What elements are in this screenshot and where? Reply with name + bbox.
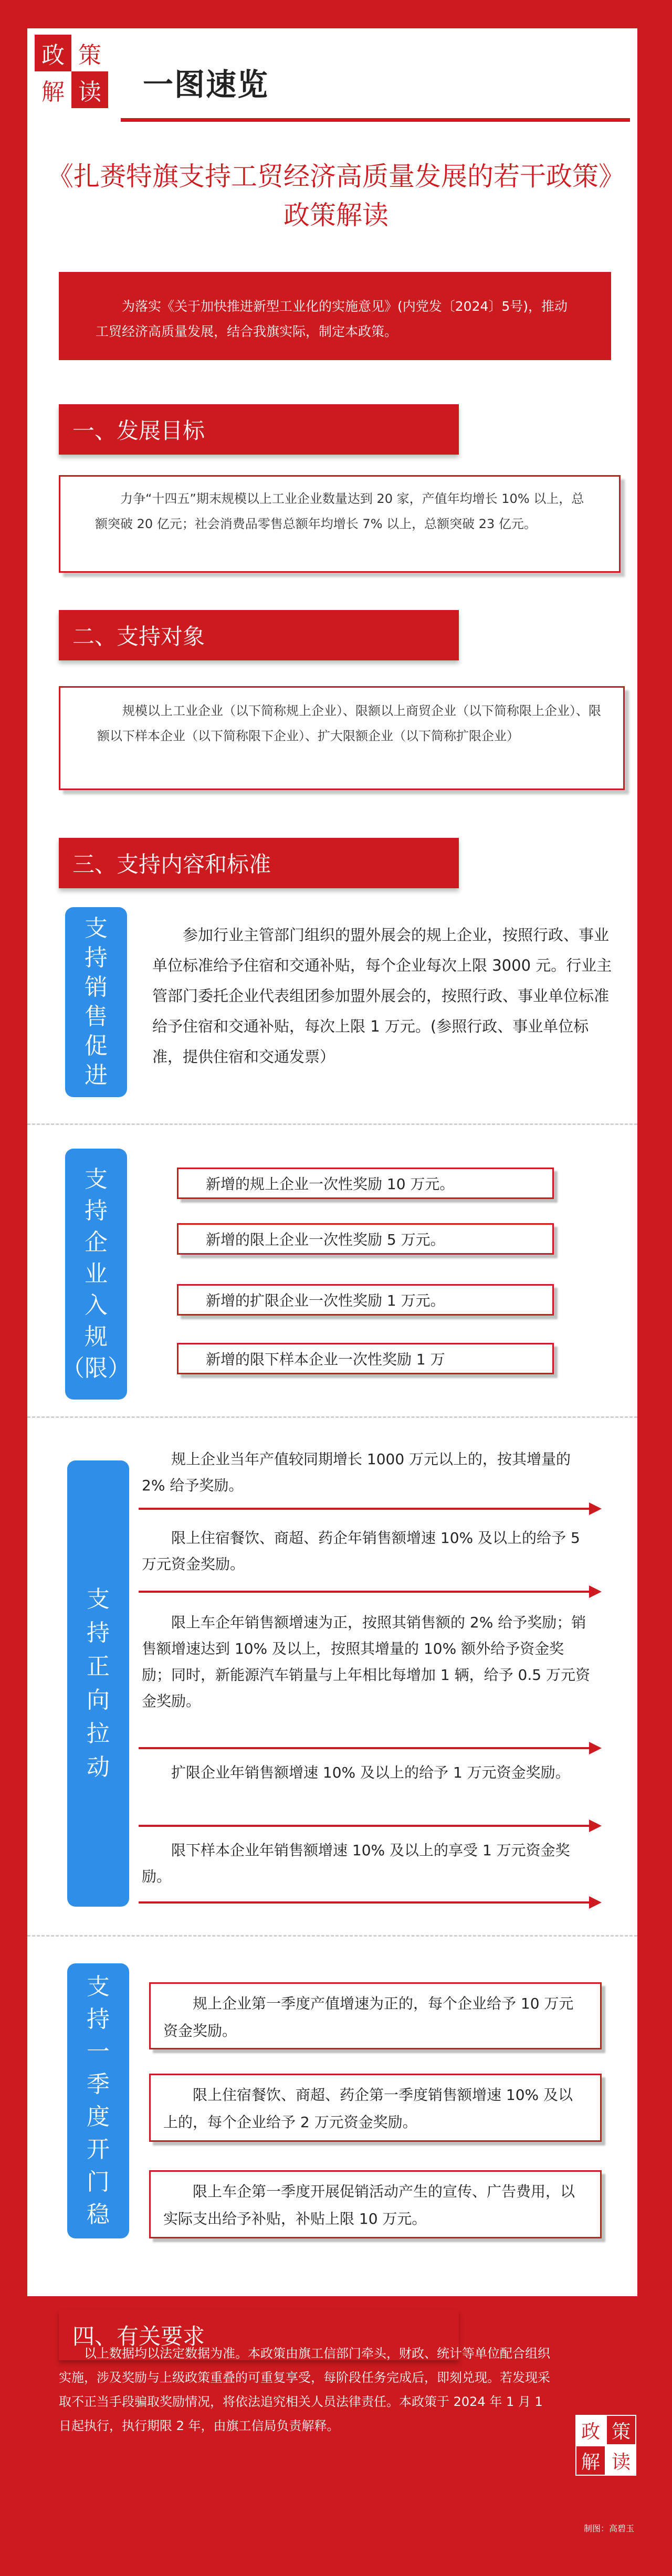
main-title: 《扎赉特旗支持工贸经济高质量发展的若干政策》 (47, 161, 625, 192)
award-item: 新增的限下样本企业一次性奖励 1 万 (177, 1343, 554, 1374)
section-heading-goals: 一、发展目标 (59, 404, 459, 455)
arrow-divider (139, 1502, 602, 1515)
policy-logo (35, 35, 108, 108)
tab-q1-support: 支 持 一 季 度 开 门 稳 (67, 1963, 129, 2238)
header-divider (121, 118, 630, 122)
arrow-divider (139, 1585, 602, 1598)
q1-item: 限上住宿餐饮、商超、药企第一季度销售额增速 10% 及以上的，每个企业给予 2 万元资金奖励。 (149, 2074, 602, 2142)
award-item: 新增的规上企业一次性奖励 10 万元。 (177, 1168, 554, 1199)
q1-item: 限上车企第一季度开展促销活动产生的宣传、广告费用，以实际支出给予补贴，补贴上限 10 万元。 (149, 2170, 602, 2238)
q1-item: 规上企业第一季度产值增速为正的，每个企业给予 10 万元资金奖励。 (149, 1982, 602, 2049)
logo-char: 策 (606, 2415, 636, 2445)
arrow-divider (139, 1742, 602, 1754)
tab-enterprise-entry: 支 持 企 业 入 规 （限） (65, 1149, 127, 1400)
sales-support-text: 参加行业主管部门组织的盟外展会的规上企业，按照行政、事业单位标准给予住宿和交通补贴，每个企业每次上限 3000 元。行业主管部门委托企业代表组团参加盟外展会的，按照行政、事业单位标准给予住宿和交通补贴，每次上限 1 万元。(参照行政、事业单位标准，提供住宿和交通发票） (152, 926, 612, 1066)
divider (27, 1935, 637, 1937)
divider (27, 1123, 637, 1125)
pull-item: 限下样本企业年销售额增速 10% 及以上的享受 1 万元资金奖励。 (142, 1842, 570, 1885)
footer-logo (575, 2415, 636, 2476)
arrow-divider (139, 1820, 602, 1832)
award-item: 新增的限上企业一次性奖励 5 万元。 (177, 1223, 554, 1255)
tab-positive-pull: 支 持 正 向 拉 动 (67, 1460, 129, 1907)
logo-char: 解 (35, 71, 71, 108)
logo-char: 读 (71, 71, 108, 108)
section-heading-requirements: 四、有关要求 (59, 2310, 459, 2360)
arrow-divider (139, 1896, 602, 1909)
section-heading-content: 三、支持内容和标准 (59, 838, 459, 888)
credit-text: 制图：高碧玉 (584, 2524, 635, 2533)
logo-char: 政 (575, 2415, 606, 2445)
pull-item: 限上住宿餐饮、商超、药企年销售额增速 10% 及以上的给予 5 万元资金奖励。 (142, 1529, 580, 1573)
pull-item: 规上企业当年产值较同期增长 1000 万元以上的，按其增量的 2% 给予奖励。 (142, 1450, 571, 1494)
pull-item: 限上车企年销售额增速为正，按照其销售额的 2% 给予奖励；销售额增速达到 10% 及以上，按照其增量的 10% 额外给予资金奖励；同时，新能源汽车销量与上年相比每增加 1 辆，给予 0.5 万元资金奖励。 (142, 1614, 590, 1710)
logo-char: 策 (71, 35, 108, 71)
pull-item: 扩限企业年销售额增速 10% 及以上的给予 1 万元资金奖励。 (171, 1764, 570, 1781)
header-title: 一图速览 (143, 67, 269, 102)
targets-box: 规模以上工业企业（以下简称规上企业）、限额以上商贸企业（以下简称限上企业）、限额以下样本企业（以下简称限下企业）、扩大限额企业（以下简称扩限企业） (59, 686, 625, 790)
goals-box: 力争“十四五”期末规模以上工业企业数量达到 20 家，产值年均增长 10% 以上，总额突破 20 亿元；社会消费品零售总额年均增长 7% 以上，总额突破 23 亿元。 (59, 475, 621, 573)
logo-char: 解 (575, 2445, 606, 2476)
divider (27, 1416, 637, 1418)
main-subtitle: 政策解读 (284, 200, 388, 230)
section-heading-targets: 二、支持对象 (59, 610, 459, 660)
footer-text: 以上数据均以法定数据为准。本政策由旗工信部门牵头，财政、统计等单位配合组织实施，涉及奖励与上级政策重叠的可重复享受，每阶段任务完成后，即刻兑现。若发现采取不正当手段骗取奖励情况，将依法追究相关人员法律责任。本政策于 2024 年 1 月 1 日起执行，执行期限 2 年，由旗工信局负责解释。 (59, 2346, 550, 2433)
logo-char: 政 (35, 35, 71, 71)
tab-sales-support: 支 持 销 售 促 进 (65, 907, 127, 1097)
logo-char: 读 (606, 2445, 636, 2476)
award-item: 新增的扩限企业一次性奖励 1 万元。 (177, 1284, 554, 1316)
intro-box: 为落实《关于加快推进新型工业化的实施意见》(内党发〔2024〕5号)，推动工贸经济高质量发展，结合我旗实际，制定本政策。 (59, 272, 611, 360)
